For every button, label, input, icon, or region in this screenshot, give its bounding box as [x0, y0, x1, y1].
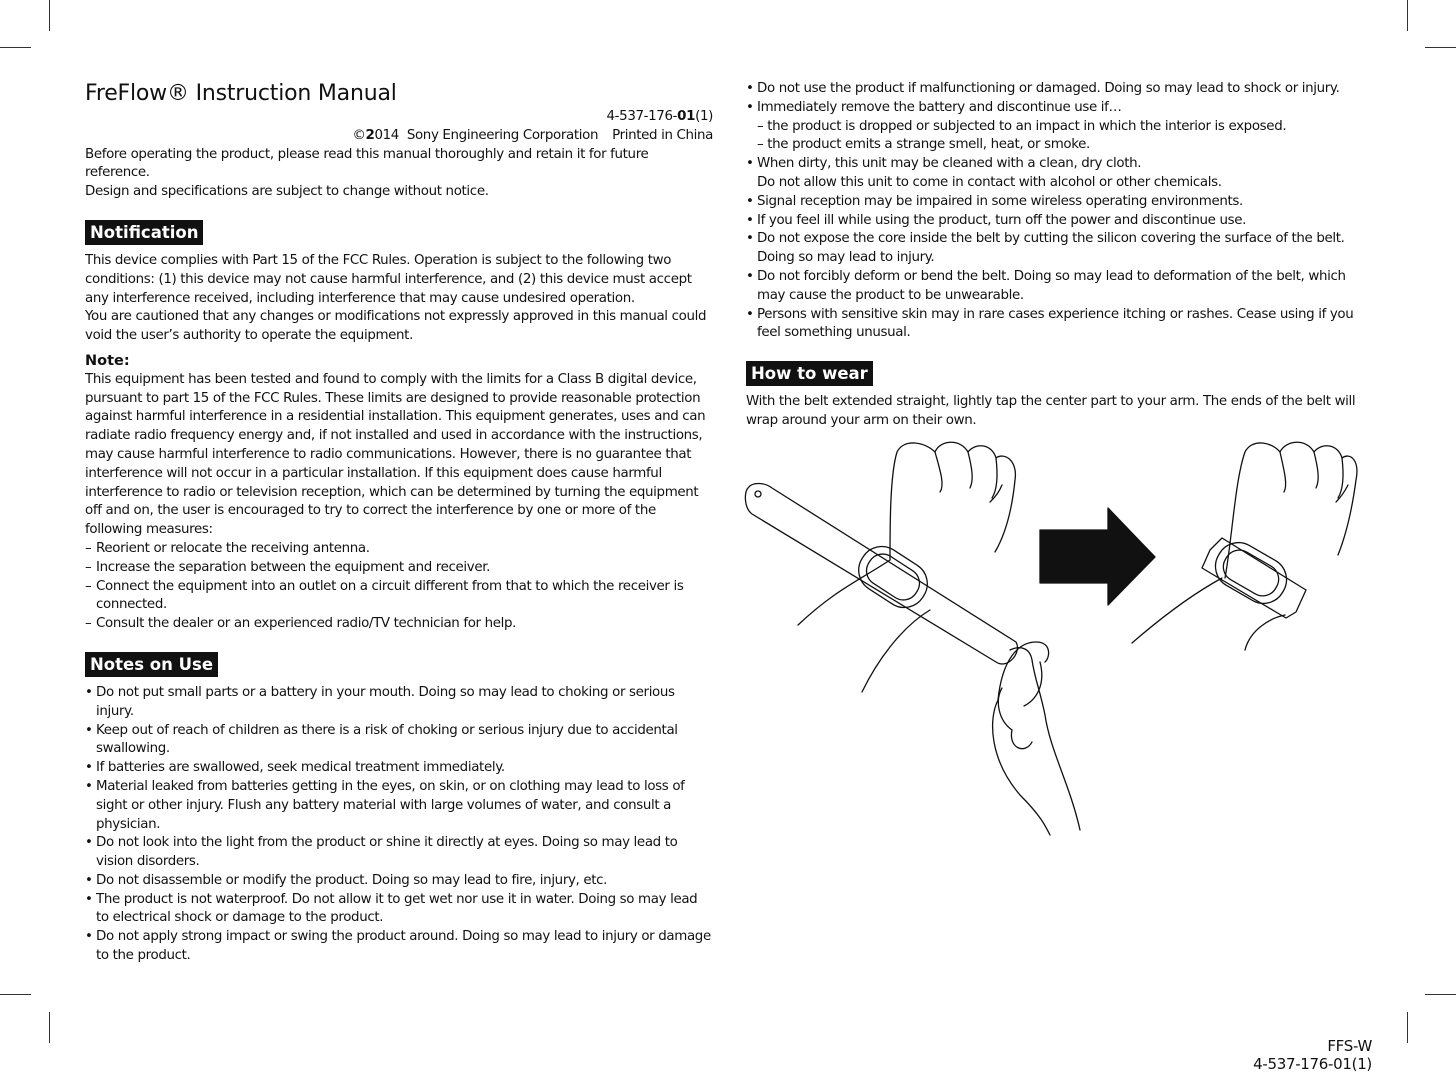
list-item: • Do not disassemble or modify the product. Doing so may lead to fire, injury, etc.: [85, 872, 713, 891]
right-arm-figure: [1132, 442, 1357, 650]
list-item: – Connect the equipment into an outlet on a circuit different from that to which the receiver is connected.: [85, 578, 713, 616]
part-number: 4-537-176-01(1): [606, 109, 713, 124]
notification-heading: Notification: [85, 220, 203, 245]
wearing-illustration: [740, 430, 1380, 840]
manual-title: FreFlow® Instruction Manual: [85, 81, 397, 106]
spec-notice: Design and specifications are subject to change without notice.: [85, 184, 489, 200]
crop-mark: [0, 47, 31, 48]
list-item: • Do not use the product if malfunctioning or damaged. Doing so may lead to shock or injury.: [746, 80, 1376, 99]
model-code: FFS-W: [1327, 1037, 1372, 1055]
list-item: – Reorient or relocate the receiving antenna.: [85, 540, 713, 559]
crop-mark: [1407, 1012, 1408, 1043]
crop-mark: [49, 0, 50, 31]
sub-list-item: – the product emits a strange smell, heat, or smoke.: [757, 137, 1090, 153]
company-name: Sony Engineering Corporation: [406, 127, 599, 143]
list-item: • Material leaked from batteries getting in the eyes, on skin, or on clothing may lead to loss of sight or other injury. Flush any battery material with large volumes of water, and consult a physician.: [85, 778, 713, 834]
list-item: • If batteries are swallowed, seek medical treatment immediately.: [85, 759, 713, 778]
note-label: Note:: [85, 352, 130, 369]
left-arm-figure: [745, 442, 1080, 835]
how-to-wear-text: With the belt extended straight, lightly tap the center part to your arm. The ends of the belt will wrap around your arm on their own.: [746, 394, 1356, 428]
notes-list-right: [746, 80, 1376, 343]
list-item: – Increase the separation between the equipment and receiver.: [85, 559, 713, 578]
notes-on-use-heading: Notes on Use: [85, 652, 218, 677]
crop-mark: [0, 994, 31, 995]
crop-mark: [1407, 0, 1408, 31]
footer-part-number: 4-537-176-01(1): [1253, 1055, 1372, 1073]
measures-list: [85, 540, 713, 634]
crop-mark: [1425, 47, 1456, 48]
sub-list-item: – the product is dropped or subjected to an impact in which the interior is exposed.: [757, 118, 1287, 134]
list-item: • The product is not waterproof. Do not allow it to get wet nor use it in water. Doing so may lead to electrical shock or damage to the product.: [85, 891, 713, 929]
list-item: • Do not forcibly deform or bend the belt. Doing so may lead to deformation of the belt, which may cause the product to be unwearable.: [746, 268, 1376, 306]
footer: [1253, 1037, 1372, 1073]
list-item: • Do not apply strong impact or swing the product around. Doing so may lead to injury or damage to the product.: [85, 928, 713, 966]
list-item: • Do not expose the core inside the belt by cutting the silicon covering the surface of the belt. Doing so may lead to injury.: [746, 230, 1376, 268]
arrow-icon: [1040, 508, 1155, 605]
notes-list-left: [85, 684, 713, 966]
list-item: • Do not put small parts or a battery in your mouth. Doing so may lead to choking or serious injury.: [85, 684, 713, 722]
how-to-wear-heading: How to wear: [746, 361, 873, 386]
list-item: • Signal reception may be impaired in some wireless operating environments.: [746, 193, 1376, 212]
crop-mark: [1425, 994, 1456, 995]
list-item: • Persons with sensitive skin may in rare cases experience itching or rashes. Cease using if you feel something unusual.: [746, 306, 1376, 344]
copyright-line: ©2014 Sony Engineering Corporation Printed in China: [352, 127, 713, 143]
list-item: • Immediately remove the battery and discontinue use if… – the product is dropped or subjected to an impact in which the interior is exposed. – the product emits a strange smell, heat, or smoke.: [746, 99, 1376, 155]
list-item: – Consult the dealer or an experienced radio/TV technician for help.: [85, 615, 713, 634]
sub-list: [757, 118, 1376, 156]
list-item: • Keep out of reach of children as there is a risk of choking or serious injury due to accidental swallowing.: [85, 722, 713, 760]
fcc-compliance-text: This device complies with Part 15 of the FCC Rules. Operation is subject to the following two conditions: (1) this device may not cause harmful interference, and (2) this device must accept any interference received, including interference that may cause undesired operation.: [85, 252, 692, 306]
crop-mark: [49, 1012, 50, 1043]
printed-in: Printed in China: [612, 127, 713, 143]
note-text: This equipment has been tested and found to comply with the limits for a Class B digital device, pursuant to part 15 of the FCC Rules. These limits are designed to provide reasonable protection against harmful interference in a residential installation. This equipment generates, uses and can radiate radio frequency energy and, if not installed and used in accordance with the instructions, may cause harmful interference to radio communications. However, there is no guarantee that interference will not occur in a particular installation. If this equipment does cause harmful interference to radio or television reception, which can be determined by turning the equipment off and on, the user is encouraged to try to correct the interference by one or more of the following measures:: [85, 371, 706, 538]
list-item: • When dirty, this unit may be cleaned with a clean, dry cloth. Do not allow this unit to come in contact with alcohol or other chemicals.: [746, 155, 1376, 193]
intro-text: Before operating the product, please read this manual thoroughly and retain it for future reference.: [85, 146, 649, 181]
list-item: • Do not look into the light from the product or shine it directly at eyes. Doing so may lead to vision disorders.: [85, 834, 713, 872]
modification-warning: You are cautioned that any changes or modifications not expressly approved in this manual could void the user’s authority to operate the equipment.: [85, 309, 707, 344]
list-item: • If you feel ill while using the product, turn off the power and discontinue use.: [746, 212, 1376, 231]
right-column: [746, 80, 1376, 431]
left-column: [85, 80, 713, 966]
